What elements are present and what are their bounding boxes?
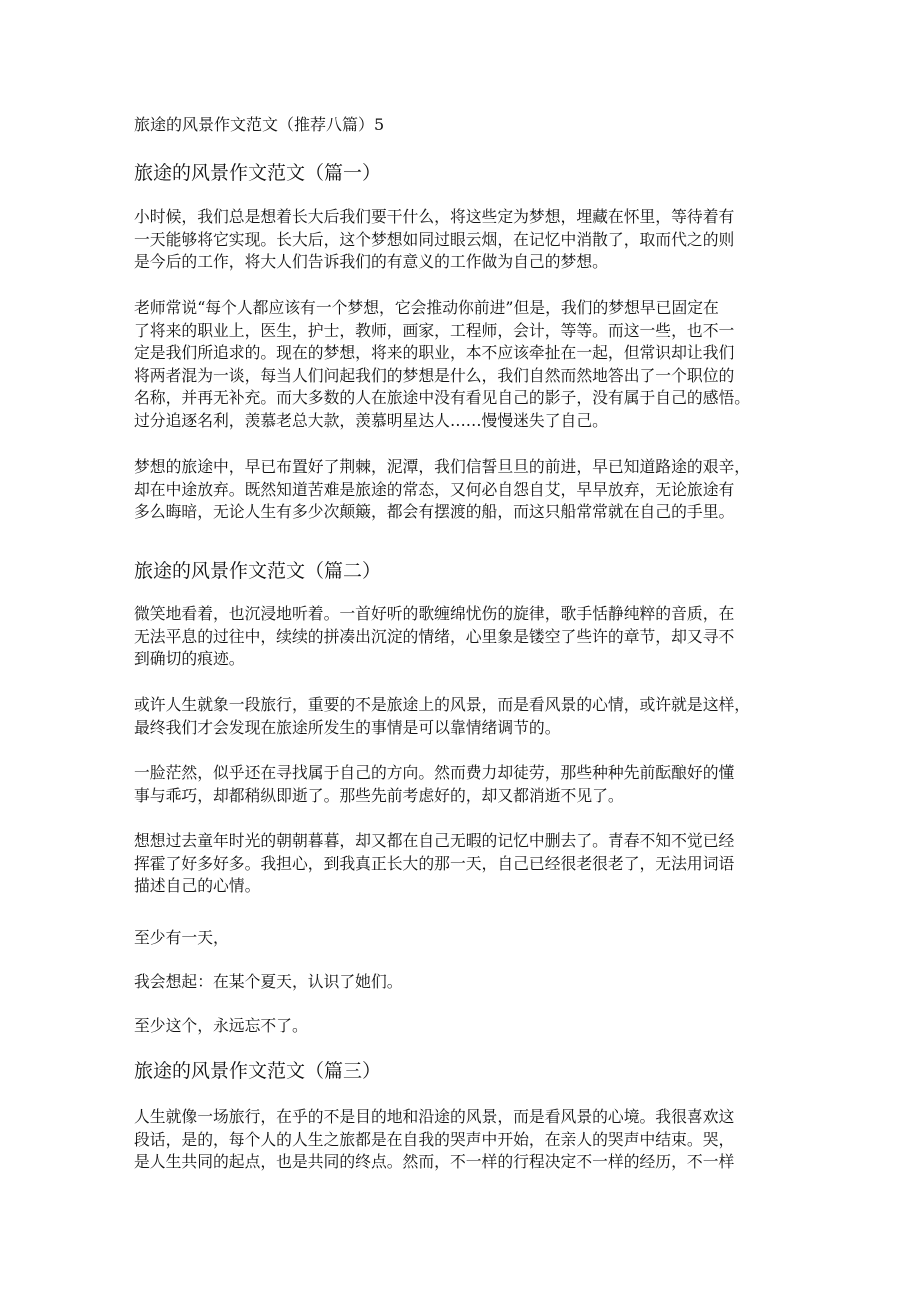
paragraph [134, 297, 794, 432]
paragraph [134, 762, 794, 807]
paragraph [134, 456, 794, 524]
paragraph-line: 一脸茫然，似乎还在寻找属于自己的方向。然而费力却徒劳，那些种种先前酝酿好的懂 [134, 763, 735, 782]
section-heading-2: 旅途的风景作文范文（篇二） [134, 560, 382, 582]
paragraph-line: 过分追逐名利，羡慕老总大款，羡慕明星达人……慢慢迷失了自己。 [134, 410, 608, 430]
paragraph [134, 830, 794, 898]
paragraph-line: 小时候，我们总是想着长大后我们要干什么，将这些定为梦想，埋藏在怀里，等待着有 [134, 207, 735, 226]
paragraph [134, 603, 794, 671]
paragraph-line: 最终我们才会发现在旅途所发生的事情是可以靠情绪调节的。 [134, 717, 561, 737]
paragraph [134, 971, 794, 994]
section-heading-3: 旅途的风景作文范文（篇三） [134, 1060, 382, 1082]
paragraph-line: 段话，是的，每个人的人生之旅都是在自我的哭声中开始，在亲人的哭声中结束。哭， [134, 1129, 735, 1149]
paragraph-line: 定是我们所追求的。现在的梦想，将来的职业，本不应该牵扯在一起，但常识却让我们 [134, 343, 735, 362]
paragraph-line: 名称，并再无补充。而大多数的人在旅途中没有看见自己的影子，没有属于自己的感悟。 [134, 388, 751, 407]
paragraph-line: 了将来的职业上，医生，护士，教师，画家，工程师，会计，等等。而这一些，也不一 [134, 320, 735, 340]
paragraph-line: 无法平息的过往中，续续的拼凑出沉淀的情绪，心里象是镂空了些许的章节，却又寻不 [134, 626, 735, 646]
paragraph-line: 一天能够将它实现。长大后，这个梦想如同过眼云烟，在记忆中消散了，取而代之的则 [134, 229, 735, 249]
paragraph-line: 到确切的痕迹。 [134, 649, 245, 668]
paragraph-line: 将两者混为一谈，每当人们问起我们的梦想是什么，我们自然而然地答出了一个职位的 [134, 365, 735, 385]
paragraph-line: 想想过去童年时光的朝朝暮暮，却又都在自己无暇的记忆中删去了。青春不知不觉已经 [134, 831, 735, 850]
paragraph [134, 1015, 794, 1038]
paragraph-line: 事与乖巧，却都稍纵即逝了。那些先前考虑好的，却又都消逝不见了。 [134, 785, 624, 805]
section-heading-1: 旅途的风景作文范文（篇一） [134, 162, 382, 184]
paragraph-line: 微笑地看着，也沉浸地听着。一首好听的歌缠绵忧伤的旋律，歌手恬静纯粹的音质，在 [134, 604, 735, 623]
paragraph [134, 694, 794, 739]
paragraph [134, 927, 794, 950]
paragraph-line: 老师常说“每个人都应该有一个梦想，它会推动你前进”但是，我们的梦想早已固定在 [134, 298, 719, 317]
paragraph-line: 描述自己的心情。 [134, 876, 261, 895]
paragraph-line: 是今后的工作，将大人们告诉我们的有意义的工作做为自己的梦想。 [134, 252, 608, 271]
paragraph-line: 人生就像一场旅行，在乎的不是目的地和沿途的风景，而是看风景的心境。我很喜欢这 [134, 1107, 735, 1126]
paragraph [134, 206, 794, 274]
paragraph-line: 至少这个，永远忘不了。 [134, 1016, 308, 1035]
paragraph-line: 我会想起：在某个夏天，认识了她们。 [134, 972, 403, 991]
paragraph-line: 至少有一天， [134, 928, 229, 947]
paragraph-line: 多么晦暗，无论人生有多少次颠簸，都会有摆渡的船，而这只船常常就在自己的手里。 [134, 502, 735, 521]
paragraph-line: 是人生共同的起点，也是共同的终点。然而，不一样的行程决定不一样的经历，不一样 [134, 1152, 735, 1171]
paragraph [134, 1106, 794, 1174]
paragraph-line: 挥霍了好多好多。我担心，到我真正长大的那一天，自己已经很老很老了，无法用词语 [134, 853, 735, 873]
paragraph-line: 梦想的旅途中，早已布置好了荆棘，泥潭，我们信誓旦旦的前进，早已知道路途的艰辛， [134, 457, 751, 476]
paragraph-line: 却在中途放弃。既然知道苦难是旅途的常态，又何必自怨自艾，早早放弃，无论旅途有 [134, 479, 735, 499]
document-title: 旅途的风景作文范文（推荐八篇）5 [134, 115, 385, 134]
paragraph-line: 或许人生就象一段旅行，重要的不是旅途上的风景，而是看风景的心情，或许就是这样， [134, 695, 751, 714]
